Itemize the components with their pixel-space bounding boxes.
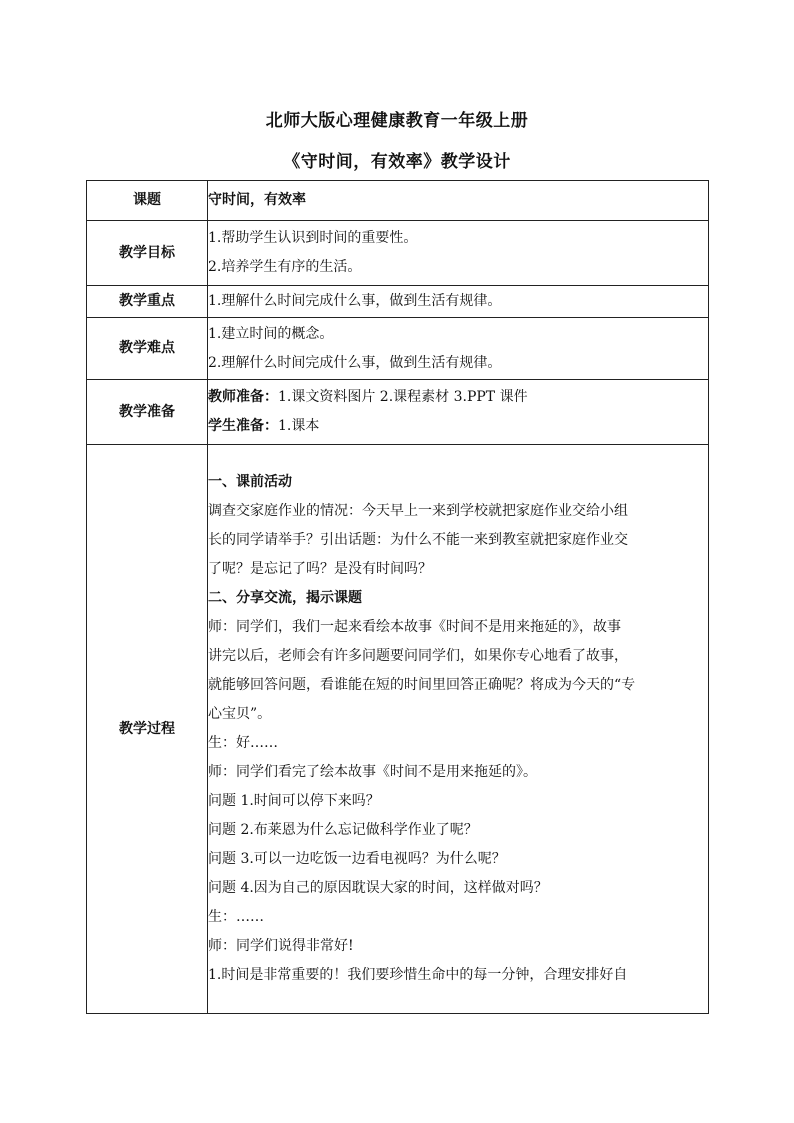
difficulty-line: 2.理解什么时间完成什么事，做到生活有规律。 [208, 354, 502, 371]
value-preparation [208, 380, 709, 445]
process-line: 问题 2.布莱恩为什么忘记做科学作业了呢？ [208, 822, 478, 838]
row-keti [87, 181, 709, 221]
process-heading: 一、课前活动 [208, 474, 292, 490]
value-process [208, 445, 709, 1014]
value-difficulty [208, 318, 709, 380]
goal-line: 2.培养学生有序的生活。 [208, 259, 362, 275]
row-preparation [87, 380, 709, 445]
process-line: 心宝贝”。 [208, 706, 272, 722]
student-prep-line [208, 412, 708, 441]
goal-line: 1.帮助学生认识到时间的重要性。 [208, 230, 418, 246]
process-line: 师：同学们说得非常好! [208, 938, 354, 954]
process-line: 师：同学们看完了绘本故事《时间不是用来拖延的》。 [208, 764, 537, 780]
difficulty-line: 1.建立时间的概念。 [208, 325, 334, 342]
row-difficulty [87, 318, 709, 380]
row-goal [87, 221, 709, 286]
document-title: 北师大版心理健康教育一年级上册 [265, 111, 529, 131]
process-line: 生：…… [208, 909, 264, 925]
process-line: 就能够回答问题，看谁能在短的时间里回答正确呢？将成为今天的“专 [208, 677, 636, 693]
teacher-prep-line [208, 383, 708, 412]
student-prep-value: 1.课本 [278, 418, 320, 434]
row-key-point [87, 286, 709, 318]
teacher-prep-value: 1.课文资料图片 2.课程素材 3.PPT 课件 [278, 389, 528, 405]
process-line: 长的同学请举手？引出话题：为什么不能一来到教室就把家庭作业交 [208, 532, 628, 548]
student-prep-label: 学生准备： [208, 418, 278, 434]
label-keti: 课题 [87, 181, 208, 221]
process-line: 1.时间是非常重要的！我们要珍惜生命中的每一分钟，合理安排好自 [208, 967, 628, 983]
value-goal [208, 221, 709, 286]
process-line: 问题 3.可以一边吃饭一边看电视吗？为什么呢？ [208, 851, 506, 867]
process-line: 问题 1.时间可以停下来吗？ [208, 793, 380, 809]
lesson-plan-table [86, 180, 709, 1014]
process-line: 调查交家庭作业的情况：今天早上一来到学校就把家庭作业交给小组 [208, 503, 628, 519]
teacher-prep-label: 教师准备： [208, 389, 278, 405]
process-line: 问题 4.因为自己的原因耽误大家的时间，这样做对吗？ [208, 880, 548, 896]
value-key-point [208, 286, 709, 318]
process-line: 师：同学们，我们一起来看绘本故事《时间不是用来拖延的》，故事 [208, 619, 621, 635]
label-key-point: 教学重点 [87, 286, 208, 318]
process-line: 生：好…… [208, 735, 278, 751]
document-subtitle: 《守时间，有效率》教学设计 [283, 152, 511, 172]
value-keti: 守时间，有效率 [208, 181, 709, 221]
label-preparation: 教学准备 [87, 380, 208, 445]
process-heading: 二、分享交流，揭示课题 [208, 590, 362, 606]
label-difficulty: 教学难点 [87, 318, 208, 380]
label-goal: 教学目标 [87, 221, 208, 286]
row-process [87, 445, 709, 1014]
process-line: 讲完以后，老师会有许多问题要问同学们，如果你专心地看了故事， [208, 648, 628, 664]
key-point-line: 1.理解什么时间完成什么事，做到生活有规律。 [208, 293, 502, 309]
process-lines [208, 468, 708, 990]
label-process: 教学过程 [87, 445, 208, 1014]
process-line: 了呢？是忘记了吗？是没有时间吗？ [208, 561, 432, 577]
